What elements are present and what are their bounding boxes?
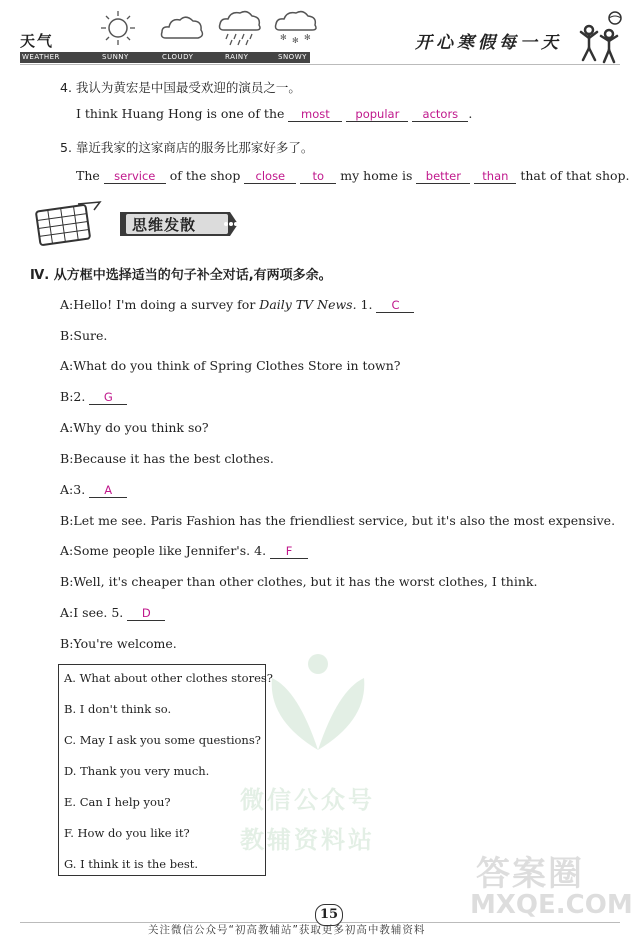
- dialogue-line-12: B:You're welcome.: [60, 636, 177, 651]
- footer-note: 关注微信公众号“初高教辅站”获取更多初高中教辅资料: [148, 924, 426, 936]
- rainy-label: RAINY: [225, 53, 249, 61]
- page-number: 15: [315, 904, 343, 926]
- answer-blank-2: G: [89, 391, 127, 405]
- q4-blank-3: actors: [412, 108, 468, 122]
- q5-text: of the shop: [169, 168, 241, 183]
- header-divider: [20, 64, 620, 65]
- answer-blank-3: A: [89, 484, 127, 498]
- cloudy-icon: [156, 8, 208, 48]
- q5-blank-2: close: [244, 170, 296, 184]
- q4-sentence: [76, 106, 472, 122]
- kids-playing-icon: [575, 10, 635, 65]
- exercise-title: Ⅳ. 从方框中选择适当的句子补全对话,有两项多余。: [30, 268, 332, 283]
- sunny-icon: [92, 8, 144, 48]
- q4-period: .: [468, 106, 473, 121]
- page-header: [0, 0, 640, 66]
- answer-blank-5: D: [127, 607, 165, 621]
- dialogue-line-4: B:2. G: [60, 389, 127, 405]
- option-c: C. May I ask you some questions?: [64, 733, 261, 747]
- answer-blank-4: F: [270, 545, 308, 559]
- dialogue-line-9: A:Some people like Jennifer's. 4. F: [60, 543, 308, 559]
- weather-label: WEATHER: [22, 53, 60, 61]
- cloudy-label: CLOUDY: [162, 53, 194, 61]
- watermark-line-2: 教辅资料站: [240, 826, 375, 854]
- q5-prompt: 5. 靠近我家的这家商店的服务比那家好多了。: [60, 140, 314, 155]
- watermark-corner-logo: 答案圈: [476, 854, 584, 894]
- q4-text: I think Huang Hong is one of the: [76, 106, 285, 121]
- sunny-label: SUNNY: [102, 53, 129, 61]
- q5-blank-4: better: [416, 170, 470, 184]
- dialogue-line-3: A:What do you think of Spring Clothes Store in town?: [60, 358, 401, 373]
- dialogue-line-1: A:Hello! I'm doing a survey for Daily TV News. 1. C: [60, 297, 414, 313]
- answer-blank-1: C: [376, 299, 414, 313]
- watermark-leaf-icon: [258, 650, 378, 760]
- svg-text:✻: ✻: [292, 36, 299, 45]
- q4-blank-1: most: [288, 108, 342, 122]
- dialogue-line-2: B:Sure.: [60, 328, 108, 343]
- dialogue-line-5: A:Why do you think so?: [60, 420, 209, 435]
- watermark-line-1: 微信公众号: [240, 786, 375, 814]
- option-g: G. I think it is the best.: [64, 857, 199, 871]
- option-b: B. I don't think so.: [64, 702, 172, 716]
- dialogue-line-7: A:3. A: [60, 482, 127, 498]
- header-slogan: 开心寒假每一天: [415, 33, 562, 53]
- q5-text: my home is: [340, 168, 413, 183]
- dialogue-line-6: B:Because it has the best clothes.: [60, 451, 274, 466]
- option-d: D. Thank you very much.: [64, 764, 210, 778]
- weather-title: 天气: [20, 32, 55, 50]
- option-a: A. What about other clothes stores?: [64, 671, 273, 685]
- dialogue-line-11: A:I see. 5. D: [60, 605, 165, 621]
- option-f: F. How do you like it?: [64, 826, 190, 840]
- q5-text: that of that shop.: [520, 168, 630, 183]
- calendar-icon: [36, 202, 100, 245]
- q5-blank-5: than: [474, 170, 516, 184]
- q5-sentence: [76, 168, 630, 184]
- q5-blank-1: service: [104, 170, 166, 184]
- dialogue-line-8: B:Let me see. Paris Fashion has the friendliest service, but it's also the most expensive.: [60, 513, 616, 528]
- snowy-icon: [270, 8, 322, 48]
- svg-text:✻: ✻: [280, 33, 287, 42]
- q4-prompt: 4. 我认为黄宏是中国最受欢迎的演员之一。: [60, 80, 301, 95]
- q5-blank-3: to: [300, 170, 336, 184]
- weather-label-bar: [20, 52, 310, 63]
- dialogue-line-10: B:Well, it's cheaper than other clothes, but it has the worst clothes, I think.: [60, 574, 538, 589]
- option-e: E. Can I help you?: [64, 795, 171, 809]
- watermark-url: MXQE.COM: [470, 890, 633, 920]
- rainy-icon: [214, 8, 266, 48]
- q5-text: The: [76, 168, 100, 183]
- snowy-label: SNOWY: [278, 53, 307, 61]
- q4-blank-2: popular: [346, 108, 408, 122]
- svg-text:✻: ✻: [304, 33, 311, 42]
- section-title: 思维发散: [132, 216, 197, 234]
